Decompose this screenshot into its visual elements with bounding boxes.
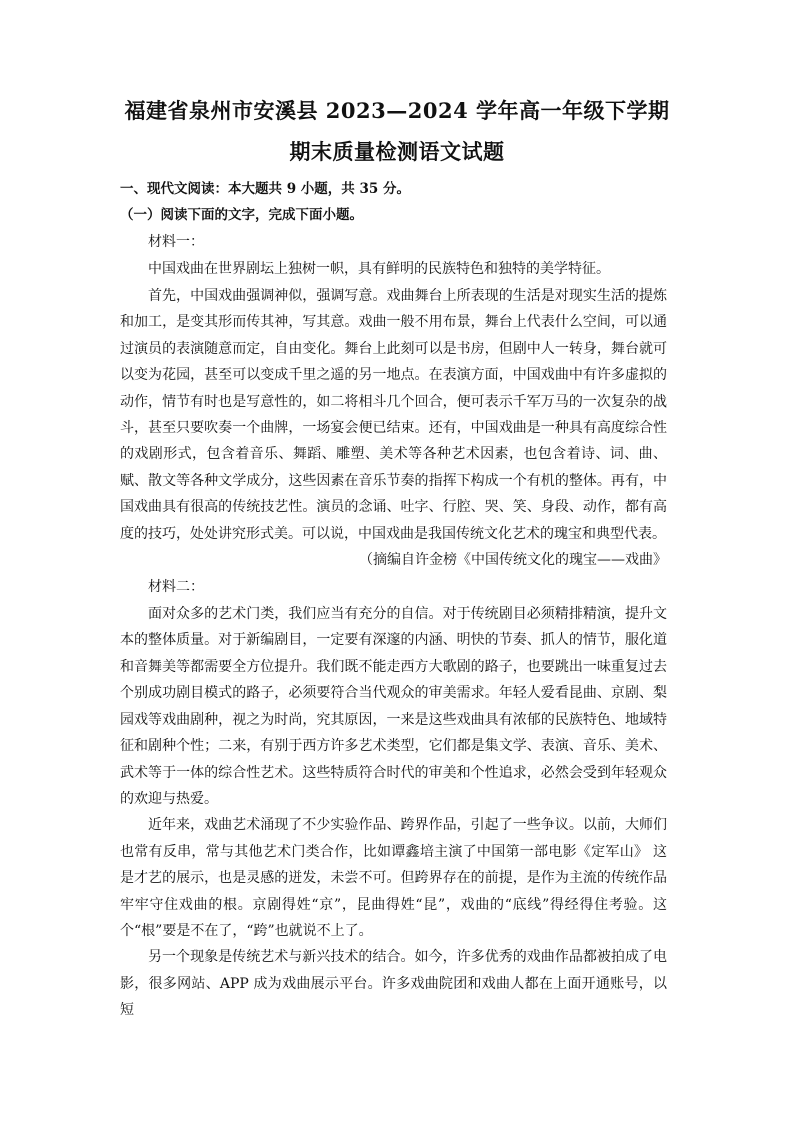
material2-paragraph-1: 面对众多的艺术门类，我们应当有充分的自信。对于传统剧目必须精排精演，提升文本的整体质量。对于新编剧目，一定要有深邃的内涵、明快的节奏、抓人的情节，服化道和音舞美等都需要全方位提升。我们既不能走西方大歌剧的路子，也要跳出一味重复过去个别成功剧目模式的路子，必须要符合当代观众的审美需求。年轻人爱看昆曲、京剧、梨园戏等戏曲剧种，视之为时尚，究其原因，一来是这些戏曲具有浓郁的民族特色、地域特征和剧种个性；二来，有别于西方许多艺术类型，它们都是集文学、表演、音乐、美术、武术等于一体的综合性艺术。这些特质符合时代的审美和个性追求，必然会受到年轻观众的欢迎与热爱。 [120, 606, 667, 807]
material1-intro: 中国戏曲在世界剧坛上独树一帜，具有鲜明的民族特色和独特的美学特征。 [148, 261, 610, 277]
material1-label: 材料一： [148, 234, 204, 250]
document-title-line1: 福建省泉州市安溪县 2023—2024 学年高一年级下学期 [124, 98, 670, 123]
material2-label: 材料二： [148, 579, 204, 596]
material2-paragraph-2: 近年来，戏曲艺术涌现了不少实验作品、跨界作品，引起了一些争议。以前，大师们也常有反串，常与其他艺术门类合作，比如谭鑫培主演了中国第一部电影《定军山》 这是才艺的展示，也是灵感的迸发，未尝不可。但跨界存在的前提，是作为主流的传统作品牢牢守住戏曲的根。京剧得姓“京”，昆曲得姓“昆”，戏曲的“底线”得经得住考验。这个“根”要是不在了，“跨”也就说不上了。 [120, 817, 667, 939]
subsection-heading: （一）阅读下面的文字，完成下面小题。 [120, 207, 363, 223]
document-title-line2: 期末质量检测语文试题 [289, 139, 505, 164]
material1-body: 首先，中国戏曲强调神似，强调写意。戏曲舞台上所表现的生活是对现实生活的提炼和加工，是变其形而传其神，写其意。戏曲一般不用布景，舞台上代表什么空间，可以通过演员的表演随意而定，自由变化。舞台上此刻可以是书房，但剧中人一转身，舞台就可以变为花园，甚至可以变成千里之遥的另一地点。在表演方面，中国戏曲中有许多虚拟的动作，情节有时也是写意性的，如二将相斗几个回合，便可表示千军万马的一次复杂的战斗，甚至只要吹奏一个曲牌，一场宴会便已结束。还有，中国戏曲是一种具有高度综合性的戏剧形式，包含着音乐、舞蹈、雕塑、美术等各种艺术因素，也包含着诗、词、曲、赋、散文等各种文学成分，这些因素在音乐节奏的指挥下构成一个有机的整体。再有，中国戏曲具有很高的传统技艺性。演员的念诵、吐字、行腔、哭、笑、身段、动作，都有高度的技巧，处处讲究形式美。可以说，中国戏曲是我国传统文化艺术的瑰宝和典型代表。 [120, 288, 667, 542]
section-heading: 一、现代文阅读：本大题共 9 小题，共 35 分。 [120, 181, 410, 197]
material1-source: （摘编自许金榜《中国传统文化的瑰宝——戏曲》 [359, 552, 667, 569]
material2-paragraph-3: 另一个现象是传统艺术与新兴技术的结合。如今，许多优秀的戏曲作品都被拍成了电影，很多网站、APP 成为戏曲展示平台。许多戏曲院团和戏曲人都在上面开通账号，以短 [120, 949, 667, 1019]
document-body [120, 176, 667, 1024]
